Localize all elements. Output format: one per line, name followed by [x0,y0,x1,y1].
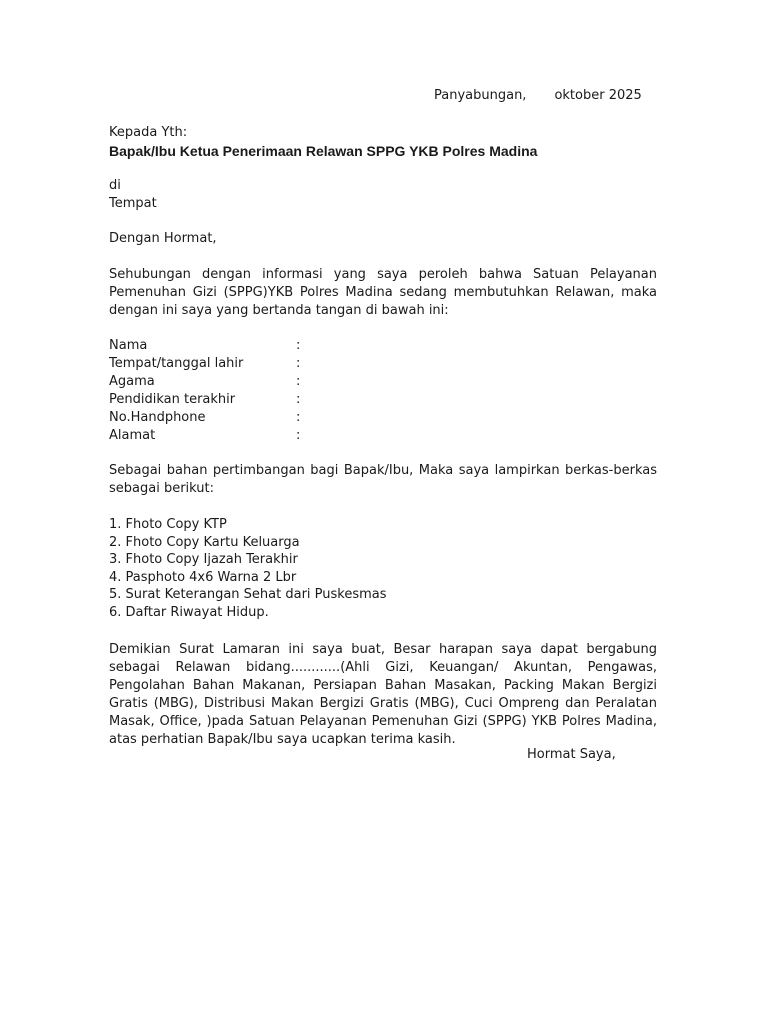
recipient-title: Bapak/Ibu Ketua Penerimaan Relawan SPPG YKB Polres Madina [109,143,538,159]
date-text: oktober 2025 [554,88,642,103]
field-colon: : [296,338,301,353]
identity-fields [109,337,657,445]
list-item: 2. Fhoto Copy Kartu Keluarga [109,534,300,550]
field-row-agama [109,373,657,391]
attachments-intro-paragraph: Sebagai bahan pertimbangan bagi Bapak/Ibu, Maka saya lampirkan berkas-berkas sebagai berikut: [109,463,657,496]
field-row-tempat-tanggal-lahir [109,355,657,373]
field-label: No.Handphone [109,410,206,425]
di-text: di [109,178,121,193]
field-label: Alamat [109,428,156,443]
list-item: 4. Pasphoto 4x6 Warna 2 Lbr [109,569,297,585]
attachments-list [109,516,657,622]
closing-paragraph: Demikian Surat Lamaran ini saya buat, Besar harapan saya dapat bergabung sebagai Relawan bidang............(Ahli Gizi, Keuangan/ Akuntan, Pengawas, Pengolahan Bahan Makanan, Persiapan Bahan Masakan, Packing Makan Bergizi Gratis (MBG), Distribusi Makan Bergizi Gratis (MBG), Cuci Ompreng dan Peralatan Masak, Office, )pada Satuan Pelayanan Pemenuhan Gizi (SPPG) YKB Polres Madina, atas perhatian Bapak/Ibu saya ucapkan terima kasih. [109,642,657,747]
field-row-alamat [109,427,657,445]
field-colon: : [296,428,301,443]
greeting-text: Dengan Hormat, [109,231,217,246]
field-colon: : [296,410,301,425]
field-label: Pendidikan terakhir [109,392,236,407]
list-item: 6. Daftar Riwayat Hidup. [109,604,269,620]
field-label: Tempat/tanggal lahir [109,356,244,371]
field-colon: : [296,392,301,407]
list-item: 3. Fhoto Copy Ijazah Terakhir [109,552,298,568]
field-row-pendidikan [109,391,657,409]
opening-paragraph: Sehubungan dengan informasi yang saya peroleh bahwa Satuan Pelayanan Pemenuhan Gizi (SPPG)YKB Polres Madina sedang membutuhkan Relawan, maka dengan ini saya yang bertanda tangan di bawah ini: [109,267,657,318]
field-label: Agama [109,374,155,389]
tempat-text: Tempat [109,196,157,211]
field-colon: : [296,356,301,371]
list-item: 1. Fhoto Copy KTP [109,517,227,532]
field-label: Nama [109,338,148,353]
date-line [434,87,642,105]
field-colon: : [296,374,301,389]
field-row-nama [109,337,657,355]
field-row-handphone [109,409,657,427]
closing-salutation: Hormat Saya, [527,747,616,762]
addressee-label: Kepada Yth: [109,125,188,140]
list-item: 5. Surat Keterangan Sehat dari Puskesmas [109,587,387,603]
place-text: Panyabungan, [434,88,527,103]
